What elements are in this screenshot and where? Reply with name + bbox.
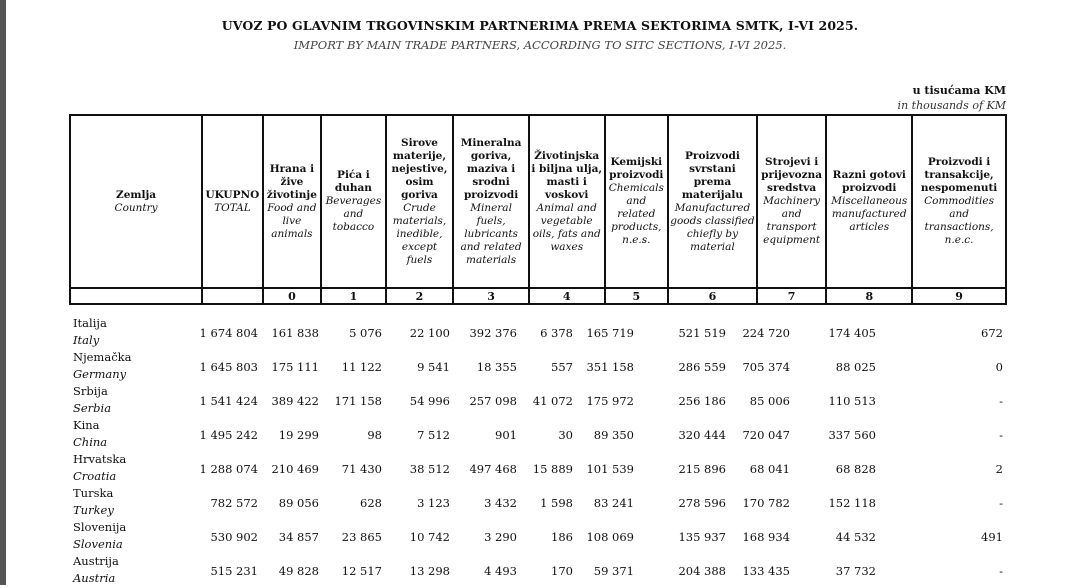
table-cell: 54 996: [409, 394, 450, 408]
col-header-2: Sirove materije, nejestive, osim goriva Crude materials, inedible, except fuels: [386, 115, 454, 288]
col-number-4: 4: [529, 288, 605, 304]
table-cell: -: [999, 496, 1003, 510]
table-row: [69, 486, 1007, 520]
col-header-total: UKUPNO TOTAL: [202, 115, 263, 288]
col-header-5: Kemijski proizvodi Chemicals and related products, n.e.s.: [605, 115, 669, 288]
table-cell: 6 378: [540, 326, 573, 340]
country-name-en: Serbia: [73, 401, 112, 415]
table-cell: 108 069: [586, 530, 634, 544]
table-cell: 98: [367, 428, 382, 442]
country-name-en: China: [73, 435, 108, 449]
table-row: [69, 384, 1007, 418]
country-name-hr: Austrija: [73, 554, 119, 568]
table-cell: 174 405: [828, 326, 876, 340]
table-cell: 782 572: [210, 496, 258, 510]
table-cell: 133 435: [742, 564, 790, 578]
table-cell: 215 896: [678, 462, 726, 476]
table-cell: 901: [495, 428, 517, 442]
table-cell: 161 838: [271, 326, 319, 340]
table-cell: 44 532: [835, 530, 876, 544]
unit-label-en: in thousands of KM: [897, 99, 1006, 112]
country-name-hr: Kina: [73, 418, 100, 432]
table-cell: 110 513: [828, 394, 876, 408]
table-cell: 337 560: [828, 428, 876, 442]
table-cell: 257 098: [469, 394, 517, 408]
table-cell: 19 299: [278, 428, 319, 442]
table-cell: 204 388: [678, 564, 726, 578]
col-header-country: Zemlja Country: [70, 115, 202, 288]
country-name-en: Austria: [73, 571, 116, 585]
header-number-row: [70, 288, 1006, 304]
table-cell: 59 371: [593, 564, 634, 578]
table-cell: 705 374: [742, 360, 790, 374]
table-cell: 1 674 804: [199, 326, 258, 340]
table-row: [69, 520, 1007, 554]
table-cell: 34 857: [278, 530, 319, 544]
country-name-en: Slovenia: [73, 537, 123, 551]
table-cell: 101 539: [586, 462, 634, 476]
col-header-7: Strojevi i prijevozna sredstva Machinery and transport equipment: [757, 115, 827, 288]
col-number-7: 7: [757, 288, 827, 304]
table-cell: 256 186: [678, 394, 726, 408]
table-row: [69, 418, 1007, 452]
table-cell: 3 432: [484, 496, 517, 510]
table-cell: 85 006: [749, 394, 790, 408]
table-cell: -: [999, 394, 1003, 408]
col-number-country: [70, 288, 202, 304]
page-edge: [0, 0, 6, 585]
table-cell: 22 100: [409, 326, 450, 340]
table-cell: 5 076: [349, 326, 382, 340]
table-cell: -: [999, 428, 1003, 442]
col-number-0: 0: [263, 288, 322, 304]
table-cell: 11 122: [341, 360, 382, 374]
col-header-6: Proizvodi svrstani prema materijalu Manufactured goods classified chiefly by material: [668, 115, 757, 288]
table-cell: 68 041: [749, 462, 790, 476]
table-cell: 170 782: [742, 496, 790, 510]
table-cell: 2: [995, 462, 1003, 476]
table-cell: 10 742: [409, 530, 450, 544]
table-cell: 1 288 074: [199, 462, 258, 476]
table-cell: 497 468: [469, 462, 517, 476]
country-name-hr: Njemačka: [73, 350, 132, 364]
table-cell: 30: [558, 428, 573, 442]
table-cell: 41 072: [532, 394, 573, 408]
table-cell: 557: [551, 360, 573, 374]
table-row: [69, 554, 1007, 588]
table-cell: 210 469: [271, 462, 319, 476]
col-number-5: 5: [605, 288, 669, 304]
table-cell: 175 972: [586, 394, 634, 408]
table-cell: 392 376: [469, 326, 517, 340]
table-cell: 530 902: [210, 530, 258, 544]
table-cell: 168 934: [742, 530, 790, 544]
table-cell: 89 350: [593, 428, 634, 442]
table-header: [69, 114, 1007, 305]
table-cell: 9 541: [417, 360, 450, 374]
table-cell: 49 828: [278, 564, 319, 578]
country-name-hr: Slovenija: [73, 520, 127, 534]
col-header-1: Pića i duhan Beverages and tobacco: [321, 115, 386, 288]
table-cell: 88 025: [835, 360, 876, 374]
table-cell: 186: [551, 530, 573, 544]
table-row: [69, 316, 1007, 350]
country-name-hr: Turska: [73, 486, 114, 500]
col-number-1: 1: [321, 288, 386, 304]
col-header-3: Mineralna goriva, maziva i srodni proizvodi Mineral fuels, lubricants and related materials: [453, 115, 529, 288]
table-cell: 71 430: [341, 462, 382, 476]
table-cell: 23 865: [341, 530, 382, 544]
table-cell: 351 158: [586, 360, 634, 374]
table-cell: 672: [981, 326, 1003, 340]
table-cell: 389 422: [271, 394, 319, 408]
table-cell: 0: [995, 360, 1003, 374]
table-cell: 18 355: [476, 360, 517, 374]
table-cell: 12 517: [341, 564, 382, 578]
table-cell: 1 598: [540, 496, 573, 510]
table-cell: 170: [551, 564, 573, 578]
table-cell: 7 512: [417, 428, 450, 442]
table-cell: 286 559: [678, 360, 726, 374]
table-cell: 521 519: [678, 326, 726, 340]
country-name-en: Croatia: [73, 469, 117, 483]
col-header-9: Proizvodi i transakcije, nespomenuti Commodities and transactions, n.e.c.: [912, 115, 1006, 288]
table-cell: 4 493: [484, 564, 517, 578]
col-number-8: 8: [826, 288, 912, 304]
table-cell: 3 123: [417, 496, 450, 510]
table-cell: 152 118: [828, 496, 876, 510]
col-header-4: Životinjska i biljna ulja, masti i voskovi Animal and vegetable oils, fats and waxes: [529, 115, 605, 288]
table-cell: 135 937: [678, 530, 726, 544]
col-number-2: 2: [386, 288, 454, 304]
table-cell: 224 720: [742, 326, 790, 340]
table-cell: 1 645 803: [199, 360, 258, 374]
table-cell: 320 444: [678, 428, 726, 442]
table-cell: 13 298: [409, 564, 450, 578]
table-cell: 1 495 242: [199, 428, 258, 442]
col-number-6: 6: [668, 288, 757, 304]
country-name-hr: Srbija: [73, 384, 108, 398]
table-cell: 83 241: [593, 496, 634, 510]
table-cell: 1 541 424: [199, 394, 258, 408]
table-cell: 89 056: [278, 496, 319, 510]
table-cell: 68 828: [835, 462, 876, 476]
col-header-8: Razni gotovi proizvodi Miscellaneous manufactured articles: [826, 115, 912, 288]
table-cell: 3 290: [484, 530, 517, 544]
table-cell: 515 231: [210, 564, 258, 578]
col-number-3: 3: [453, 288, 529, 304]
table-cell: 175 111: [271, 360, 319, 374]
country-name-en: Italy: [73, 333, 100, 347]
table-cell: 38 512: [409, 462, 450, 476]
table-cell: 165 719: [586, 326, 634, 340]
table-cell: 628: [360, 496, 382, 510]
table-cell: 720 047: [742, 428, 790, 442]
table-cell: 37 732: [835, 564, 876, 578]
col-number-total: [202, 288, 263, 304]
country-name-en: Turkey: [73, 503, 114, 517]
table-cell: 278 596: [678, 496, 726, 510]
col-number-9: 9: [912, 288, 1006, 304]
table-row: [69, 452, 1007, 486]
unit-label-hr: u tisućama KM: [912, 84, 1006, 97]
country-name-hr: Hrvatska: [73, 452, 127, 466]
table-cell: 171 158: [334, 394, 382, 408]
table-cell: -: [999, 564, 1003, 578]
header-row: [70, 115, 1006, 288]
table-row: [69, 350, 1007, 384]
country-name-en: Germany: [73, 367, 127, 381]
table-cell: 15 889: [532, 462, 573, 476]
table-cell: 491: [981, 530, 1003, 544]
col-header-0: Hrana i žive životinje Food and live animals: [263, 115, 322, 288]
country-name-hr: Italija: [73, 316, 107, 330]
